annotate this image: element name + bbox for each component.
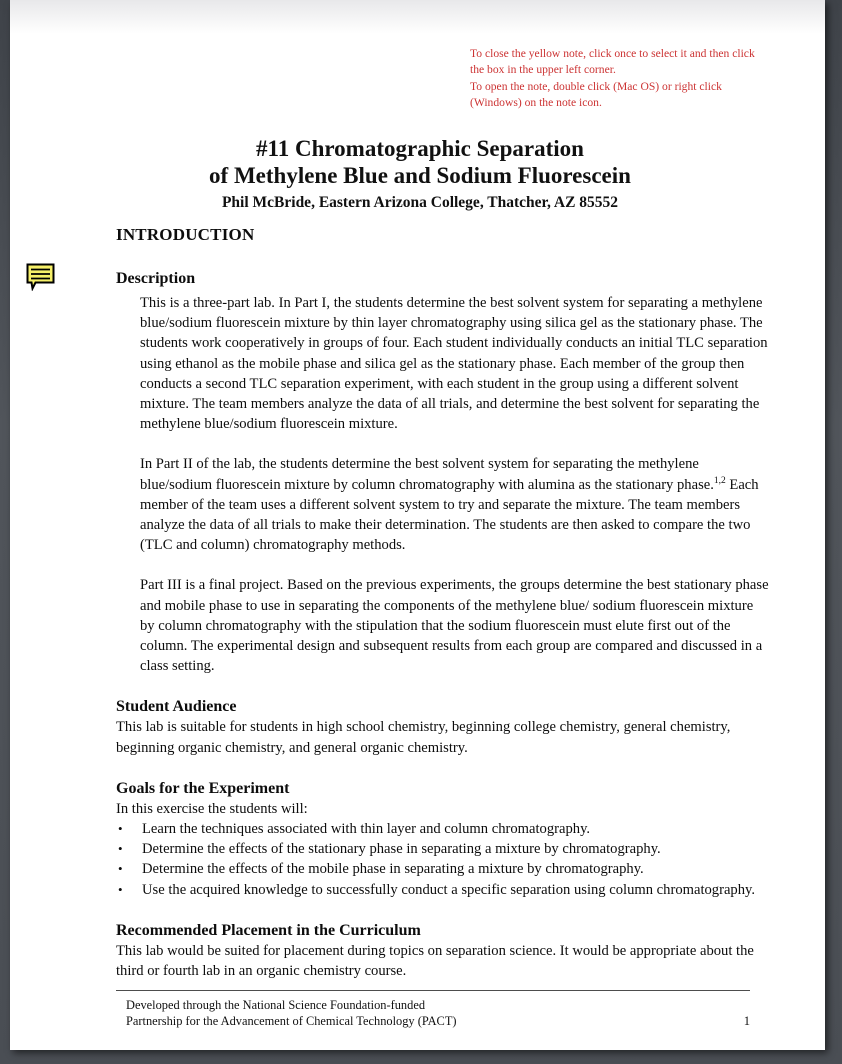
page-title-line-1: #11 Chromatographic Separation <box>256 136 584 161</box>
note-instruction-line-2: To open the note, double click (Mac OS) or right click (Windows) on the note icon. <box>470 79 722 109</box>
page-number: 1 <box>743 1014 750 1028</box>
goals-list <box>116 819 771 900</box>
sticky-note-icon[interactable] <box>26 263 55 291</box>
description-paragraph-2 <box>140 454 771 555</box>
page-footer <box>116 990 750 1029</box>
reference-superscript: 1,2 <box>713 475 726 486</box>
document-body <box>116 224 771 981</box>
list-item <box>116 859 771 879</box>
note-instruction-line-1: To close the yellow note, click once to select it and then click the box in the upper left corner. <box>470 47 755 77</box>
footer-inner <box>116 997 750 1029</box>
heading-student-audience: Student Audience <box>116 698 237 716</box>
goal-text: Determine the effects of the stationary phase in separating a mixture by chromatography. <box>142 841 661 858</box>
footer-line-1: Developed through the National Science Foundation-funded <box>126 998 426 1012</box>
description-paragraph-3: Part III is a final project. Based on the previous experiments, the groups determine the best stationary phase and mobile phase to use in separating the components of the methylene blue/ sodium fluorescein mixture by column chromatography with the stipulation that the sodium fluorescein must elute first out of the column. The experimental design and subsequent results from each group are compared and discussed in a class setting. <box>140 577 769 675</box>
note-instructions <box>470 46 770 111</box>
list-item <box>116 819 771 839</box>
heading-description: Description <box>116 270 196 287</box>
footer-divider <box>116 990 750 991</box>
list-item <box>116 839 771 859</box>
bullet-icon: • <box>118 821 123 837</box>
page-content <box>10 0 825 1050</box>
footer-line-2: Partnership for the Advancement of Chemical Technology (PACT) <box>126 1014 457 1028</box>
recommended-placement-text: This lab would be suited for placement during topics on separation science. It would be appropriate about the third or fourth lab in an organic chemistry course. <box>116 942 754 980</box>
author-affiliation: Phil McBride, Eastern Arizona College, Thatcher, AZ 85552 <box>221 194 619 211</box>
heading-recommended-placement: Recommended Placement in the Curriculum <box>116 921 421 939</box>
goal-text: Determine the effects of the mobile phase in separating a mixture by chromatography. <box>142 861 644 878</box>
bullet-icon: • <box>118 881 123 897</box>
description-paragraph-2-text-after-superscript: Each member of the team uses a different solvent system to try and separate the mixture. The team members analyze the data of all trials to make their determination. The students are then asked to compare the two (TLC and column) chromatography methods. <box>140 476 759 554</box>
student-audience-text: This lab is suitable for students in high school chemistry, beginning college chemistry, general chemistry, beginning organic chemistry, and general organic chemistry. <box>116 719 731 756</box>
goals-lead-in: In this exercise the students will: <box>116 800 308 817</box>
heading-goals: Goals for the Experiment <box>116 779 290 797</box>
bullet-icon: • <box>118 841 123 857</box>
goal-text: Learn the techniques associated with thin layer and column chromatography. <box>142 821 591 838</box>
goal-text: Use the acquired knowledge to successfully conduct a specific separation using column chromatography. <box>142 881 756 898</box>
heading-introduction: INTRODUCTION <box>116 225 255 244</box>
list-item <box>116 880 771 900</box>
description-paragraph-1: This is a three-part lab. In Part I, the students determine the best solvent system for separating a methylene blue/sodium fluorescein mixture by thin layer chromatography using silica gel as the stationary phase. The students work cooperatively in groups of four. Each student individually conducts an initial TLC separation using ethanol as the mobile phase and silica gel as the stationary phase. Each member of the group then conducts a second TLC separation experiment, with each student in the group using a different solvent mixture. The team members analyze the data of all trials, and determine the best solvent for separating the methylene blue/sodium fluorescein mixture. <box>140 295 768 433</box>
page-title-line-2: of Methylene Blue and Sodium Fluorescein <box>209 163 631 188</box>
title-block <box>70 135 770 213</box>
document-page <box>10 0 825 1050</box>
description-paragraph-2-text-before-superscript: In Part II of the lab, the students determine the best solvent system for separating the methylene blue/sodium fluorescein mixture by column chromatography with alumina as the stationary phase. <box>140 456 714 493</box>
bullet-icon: • <box>118 861 123 877</box>
